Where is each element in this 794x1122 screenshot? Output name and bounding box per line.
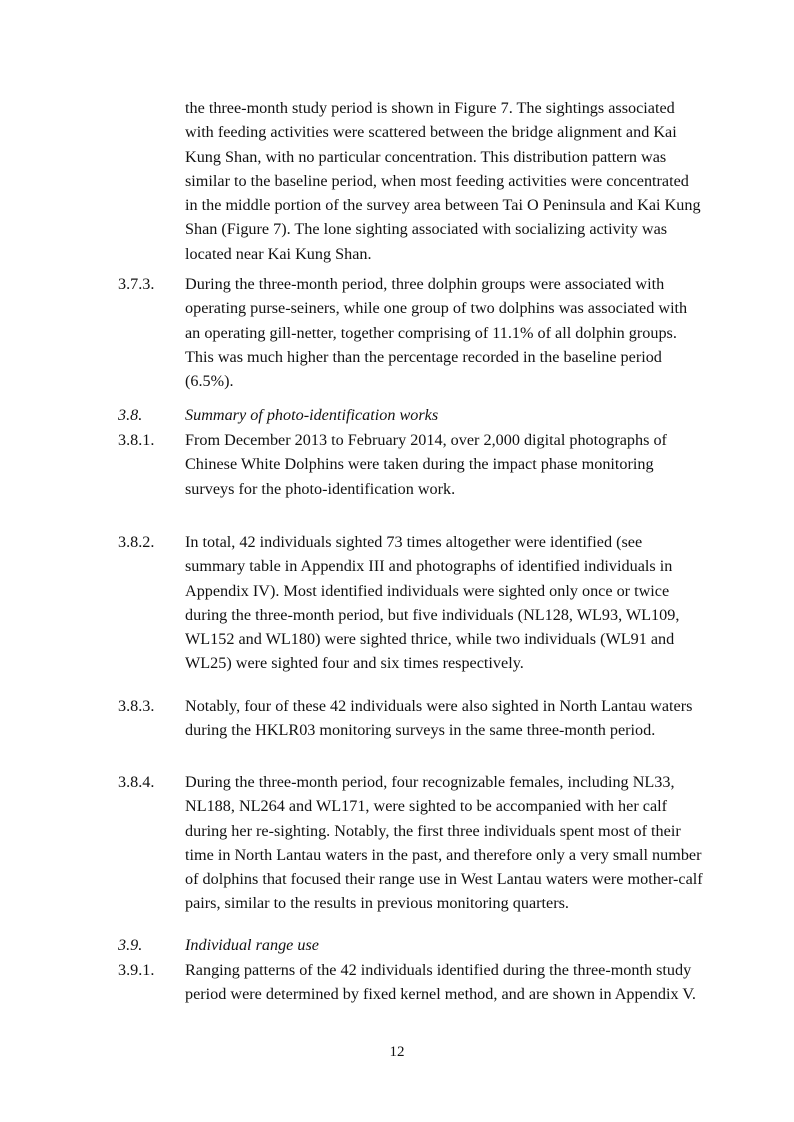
- text-line: NL188, NL264 and WL171, were sighted to be accompanied with her calf: [185, 797, 668, 816]
- paragraph-3-8-3: [118, 694, 718, 743]
- text-line: Chinese White Dolphins were taken during the impact phase monitoring: [185, 455, 654, 474]
- text-line: time in North Lantau waters in the past, and therefore only a very small number: [185, 845, 702, 864]
- paragraph-number: 3.8.3.: [118, 697, 155, 715]
- section-title: Individual range use: [185, 936, 319, 954]
- paragraph-3-9-1: [118, 958, 718, 1007]
- section-number: 3.9.: [118, 936, 143, 954]
- text-line: summary table in Appendix III and photographs of identified individuals in: [185, 557, 673, 576]
- text-line: in the middle portion of the survey area between Tai O Peninsula and Kai Kung: [185, 196, 701, 215]
- text-line: (6.5%).: [185, 372, 234, 391]
- paragraph-number: 3.8.4.: [118, 773, 155, 791]
- section-number: 3.8.: [118, 406, 143, 424]
- section-heading-3-8: [118, 403, 718, 427]
- paragraph-number: 3.8.2.: [118, 533, 155, 551]
- text-line: WL152 and WL180) were sighted thrice, while two individuals (WL91 and: [185, 630, 675, 649]
- paragraph-number: 3.8.1.: [118, 431, 155, 449]
- section-title: Summary of photo-identification works: [185, 406, 439, 424]
- text-line: during the HKLR03 monitoring surveys in the same three-month period.: [185, 721, 656, 740]
- text-line: similar to the baseline period, when most feeding activities were concentrated: [185, 171, 689, 190]
- text-line: In total, 42 individuals sighted 73 times altogether were identified (see: [185, 533, 643, 551]
- text-line: Shan (Figure 7). The lone sighting associated with socializing activity was: [185, 220, 668, 239]
- section-heading-3-9: [118, 933, 718, 957]
- text-line: Appendix IV). Most identified individuals were sighted only once or twice: [185, 581, 670, 600]
- intro-paragraph: [118, 96, 718, 266]
- page-number: 12: [389, 1044, 405, 1060]
- paragraph-number: 3.9.1.: [118, 961, 155, 979]
- text-line: Notably, four of these 42 individuals were also sighted in North Lantau waters: [185, 697, 693, 715]
- text-line: Ranging patterns of the 42 individuals identified during the three-month study: [185, 961, 692, 979]
- text-line: operating purse-seiners, while one group of two dolphins was associated with: [185, 299, 688, 318]
- text-line: WL25) were sighted four and six times respectively.: [185, 654, 524, 673]
- paragraph-3-8-2: [118, 530, 718, 676]
- paragraph-3-7-3: [118, 272, 718, 393]
- text-line: with feeding activities were scattered between the bridge alignment and Kai: [185, 123, 677, 142]
- paragraph-number: 3.7.3.: [118, 275, 155, 293]
- text-line: Kung Shan, with no particular concentration. This distribution pattern was: [185, 147, 667, 166]
- paragraph-3-8-4: [118, 770, 718, 916]
- text-line: This was much higher than the percentage recorded in the baseline period: [185, 347, 662, 366]
- text-line: From December 2013 to February 2014, over 2,000 digital photographs of: [185, 431, 667, 449]
- text-line: of dolphins that focused their range use in West Lantau waters were mother-calf: [185, 870, 703, 889]
- paragraph-3-8-1: [118, 428, 718, 501]
- text-line: during the three-month period, but five individuals (NL128, WL93, WL109,: [185, 605, 680, 624]
- text-line: During the three-month period, four recognizable females, including NL33,: [185, 773, 675, 791]
- text-line: during her re-sighting. Notably, the first three individuals spent most of their: [185, 821, 681, 840]
- text-line: surveys for the photo-identification work.: [185, 479, 456, 498]
- text-line: an operating gill-netter, together comprising of 11.1% of all dolphin groups.: [185, 323, 677, 342]
- text-line: located near Kai Kung Shan.: [185, 244, 372, 263]
- text-line: During the three-month period, three dolphin groups were associated with: [185, 275, 665, 293]
- text-line: pairs, similar to the results in previous monitoring quarters.: [185, 894, 569, 913]
- text-line: period were determined by fixed kernel method, and are shown in Appendix V.: [185, 985, 696, 1004]
- text-line: the three-month study period is shown in Figure 7. The sightings associated: [185, 99, 675, 117]
